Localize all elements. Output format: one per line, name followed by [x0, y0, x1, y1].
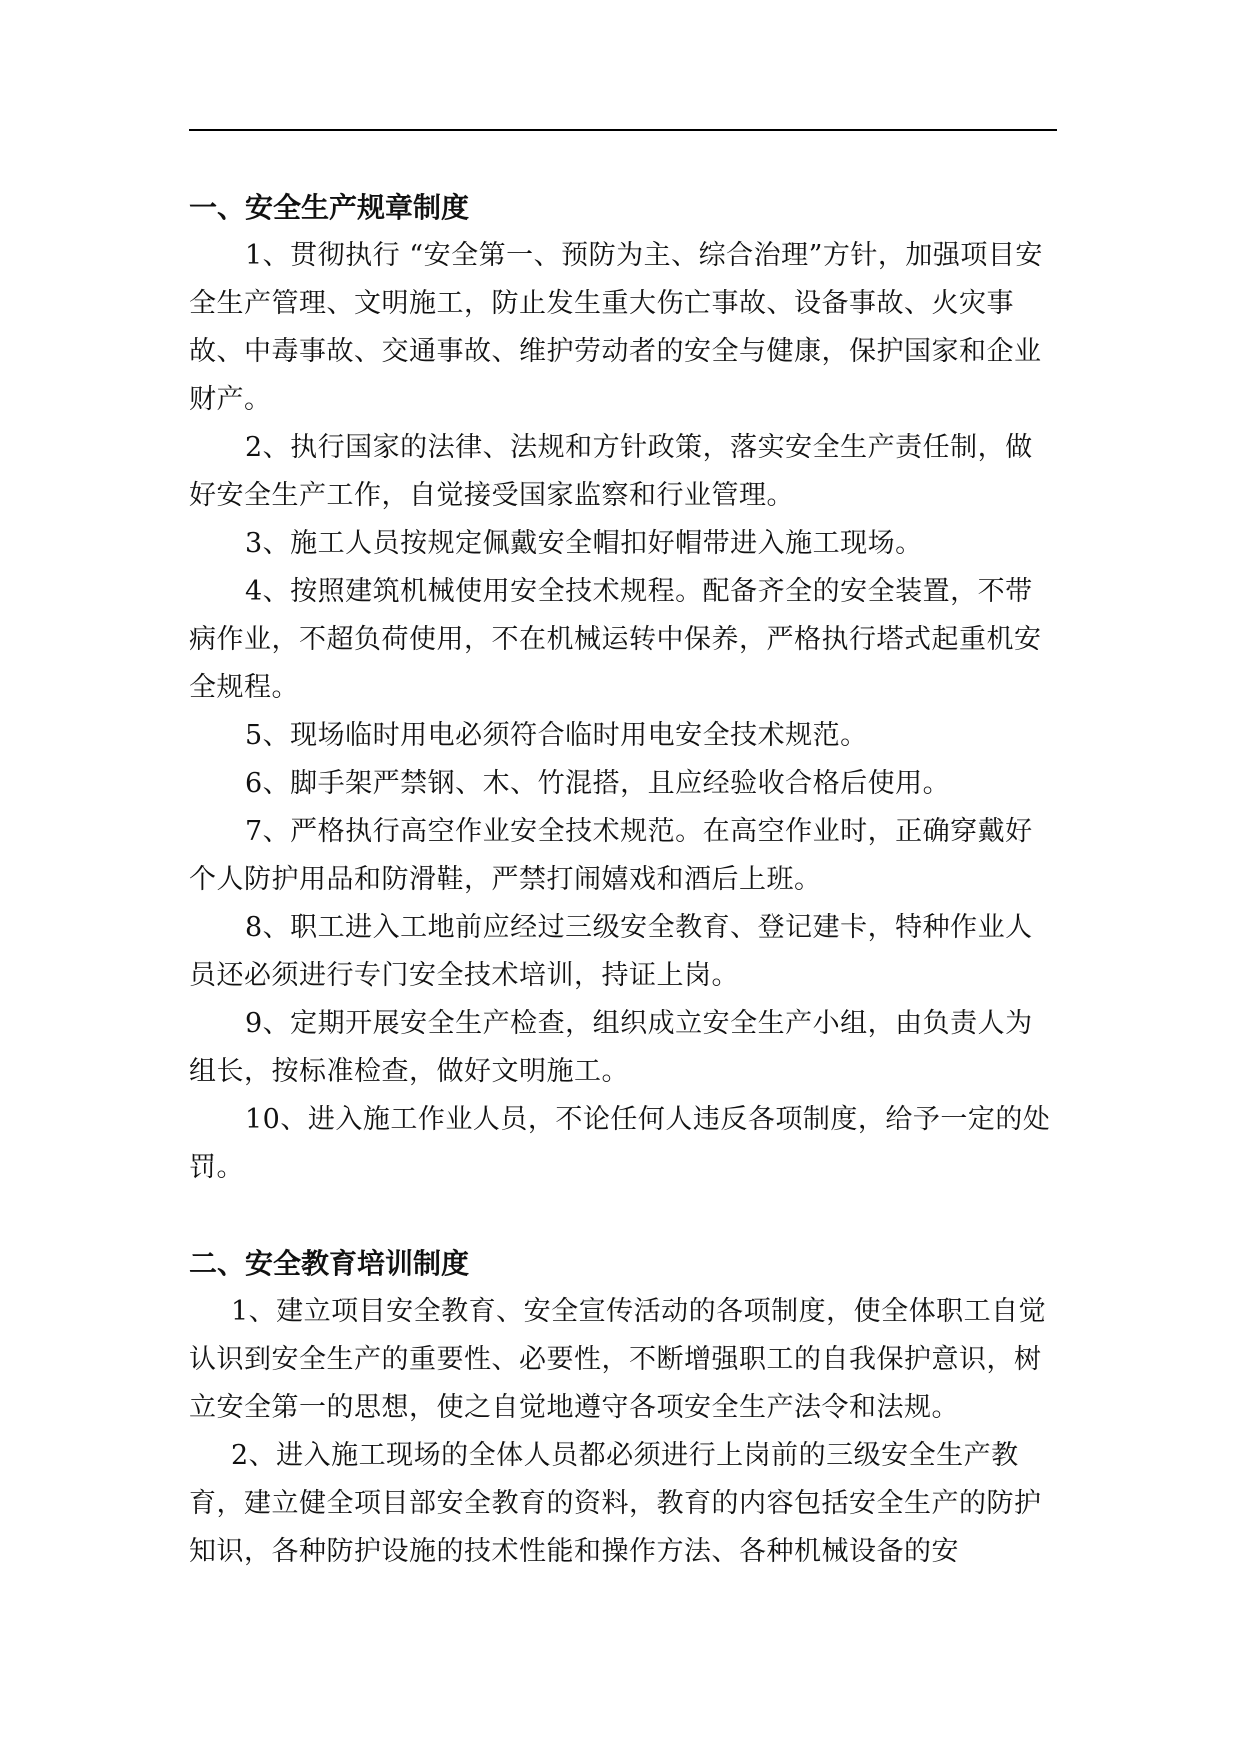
- paragraph: 1、贯彻执行 “安全第一、预防为主、综合治理”方针，加强项目安全生产管理、文明施工，防止发生重大伤亡事故、设备事故、火灾事故、中毒事故、交通事故、维护劳动者的安全与健康，保护国家和企业财产。: [189, 240, 1043, 415]
- section-safety-training: [189, 1240, 1057, 1576]
- paragraph: 2、执行国家的法律、法规和方针政策，落实安全生产责任制，做好安全生产工作，自觉接受国家监察和行业管理。: [189, 432, 1033, 511]
- section-heading: 二、安全教育培训制度: [189, 1247, 470, 1280]
- paragraph: 4、按照建筑机械使用安全技术规程。配备齐全的安全装置，不带病作业，不超负荷使用，不在机械运转中保养，严格执行塔式起重机安全规程。: [189, 576, 1042, 703]
- paragraph: 3、施工人员按规定佩戴安全帽扣好帽带进入施工现场。: [245, 528, 923, 559]
- paragraph: 5、现场临时用电必须符合临时用电安全技术规范。: [245, 720, 868, 751]
- section-safety-rules: [189, 184, 1057, 1192]
- section-heading: 一、安全生产规章制度: [189, 191, 470, 224]
- paragraph: 10、进入施工作业人员，不论任何人违反各项制度，给予一定的处罚。: [189, 1104, 1051, 1183]
- paragraph: 2、进入施工现场的全体人员都必须进行上岗前的三级安全生产教育，建立健全项目部安全教育的资料，教育的内容包括安全生产的防护知识，各种防护设施的技术性能和操作方法、各种机械设备的安: [189, 1440, 1042, 1567]
- paragraph: 9、定期开展安全生产检查，组织成立安全生产小组，由负责人为组长，按标准检查，做好文明施工。: [189, 1008, 1033, 1087]
- paragraph: 1、建立项目安全教育、安全宣传活动的各项制度，使全体职工自觉认识到安全生产的重要性、必要性，不断增强职工的自我保护意识，树立安全第一的思想，使之自觉地遵守各项安全生产法令和法规。: [189, 1296, 1047, 1423]
- paragraph: 6、脚手架严禁钢、木、竹混搭，且应经验收合格后使用。: [245, 768, 951, 799]
- paragraph: 8、职工进入工地前应经过三级安全教育、登记建卡，特种作业人员还必须进行专门安全技术培训，持证上岗。: [189, 912, 1033, 991]
- header-rule: [189, 129, 1057, 131]
- document-body: [189, 184, 1057, 1576]
- paragraph: 7、严格执行高空作业安全技术规范。在高空作业时，正确穿戴好个人防护用品和防滑鞋，严禁打闹嬉戏和酒后上班。: [189, 816, 1033, 895]
